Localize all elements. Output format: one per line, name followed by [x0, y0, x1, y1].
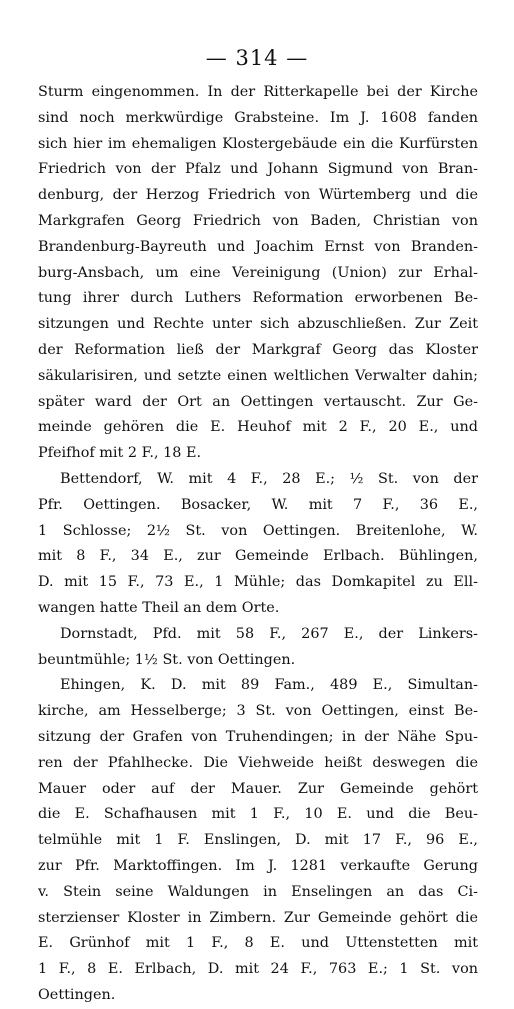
text-line: sind noch merkwürdige Grabsteine. Im J. 1608 fanden: [38, 109, 478, 126]
text-line: sitzung der Grafen von Truhendingen; in der Nähe Spu-: [38, 728, 478, 745]
text-line: 1 Schlosse; 2½ St. von Oettingen. Breitenlohe, W.: [38, 522, 478, 539]
text-line: E. Grünhof mit 1 F., 8 E. und Uttenstetten mit: [38, 935, 478, 952]
text-line: Friedrich von der Pfalz und Johann Sigmund von Bran-: [38, 161, 478, 178]
text-line: sterzienser Kloster in Zimbern. Zur Gemeinde gehört die: [38, 909, 478, 926]
text-line: Pfr. Oettingen. Bosacker, W. mit 7 F., 36 E.,: [38, 496, 478, 513]
text-line: burg-Ansbach, um eine Vereinigung (Union) zur Erhal-: [38, 264, 478, 281]
text-line: ren der Pfahlhecke. Die Viehweide heißt deswegen die: [38, 754, 478, 771]
text-line: der Reformation ließ der Markgraf Georg das Kloster: [38, 341, 478, 358]
text-line: tung ihrer durch Luthers Reformation erworbenen Be-: [38, 290, 478, 307]
text-line: 1 F., 8 E. Erlbach, D. mit 24 F., 763 E.; 1 St. von: [38, 961, 478, 978]
text-line: Mauer oder auf der Mauer. Zur Gemeinde gehört: [38, 780, 478, 797]
text-line: v. Stein seine Waldungen in Enselingen an das Ci-: [38, 883, 478, 900]
text-line: mit 8 F., 34 E., zur Gemeinde Erlbach. Bühlingen,: [38, 548, 478, 565]
text-line: denburg, der Herzog Friedrich von Würtemberg und die: [38, 187, 478, 204]
text-line: zur Pfr. Marktoffingen. Im J. 1281 verkaufte Gerung: [38, 857, 478, 874]
text-line: später ward der Ort an Oettingen vertauscht. Zur Ge-: [38, 393, 478, 410]
text-line: telmühle mit 1 F. Enslingen, D. mit 17 F., 96 E.,: [38, 832, 478, 849]
text-line: sich hier im ehemaligen Klostergebäude ein die Kurfürsten: [38, 135, 478, 152]
text-line: beuntmühle; 1½ St. von Oettingen.: [38, 651, 296, 668]
entry-start-line: Bettendorf, W. mit 4 F., 28 E.; ½ St. von der: [60, 470, 478, 487]
text-line: kirche, am Hesselberge; 3 St. von Oettingen, einst Be-: [38, 703, 478, 720]
page-number: — 314 —: [205, 46, 309, 70]
entry-start-line: Dornstadt, Pfd. mit 58 F., 267 E., der Linkers-: [60, 625, 478, 642]
text-line: wangen hatte Theil an dem Orte.: [38, 599, 280, 616]
text-line: säkularisiren, und setzte einen weltlichen Verwalter dahin;: [38, 367, 478, 384]
text-line: meinde gehören die E. Heuhof mit 2 F., 20 E., und: [38, 419, 478, 436]
body-text: [38, 80, 478, 1009]
text-line: die E. Schafhausen mit 1 F., 10 E. und die Beu-: [38, 806, 478, 823]
entry-start-line: Ehingen, K. D. mit 89 Fam., 489 E., Simultan-: [60, 677, 478, 694]
text-line: Brandenburg-Bayreuth und Joachim Ernst von Branden-: [38, 238, 478, 255]
text-line: Pfeifhof mit 2 F., 18 E.: [38, 445, 202, 462]
text-line: Markgrafen Georg Friedrich von Baden, Christian von: [38, 212, 478, 229]
text-line: Sturm eingenommen. In der Ritterkapelle bei der Kirche: [38, 84, 478, 100]
text-line: sitzungen und Rechte unter sich abzuschließen. Zur Zeit: [38, 316, 478, 333]
text-line: D. mit 15 F., 73 E., 1 Mühle; das Domkapitel zu Ell-: [38, 574, 478, 591]
text-line: Oettingen.: [38, 986, 116, 1003]
